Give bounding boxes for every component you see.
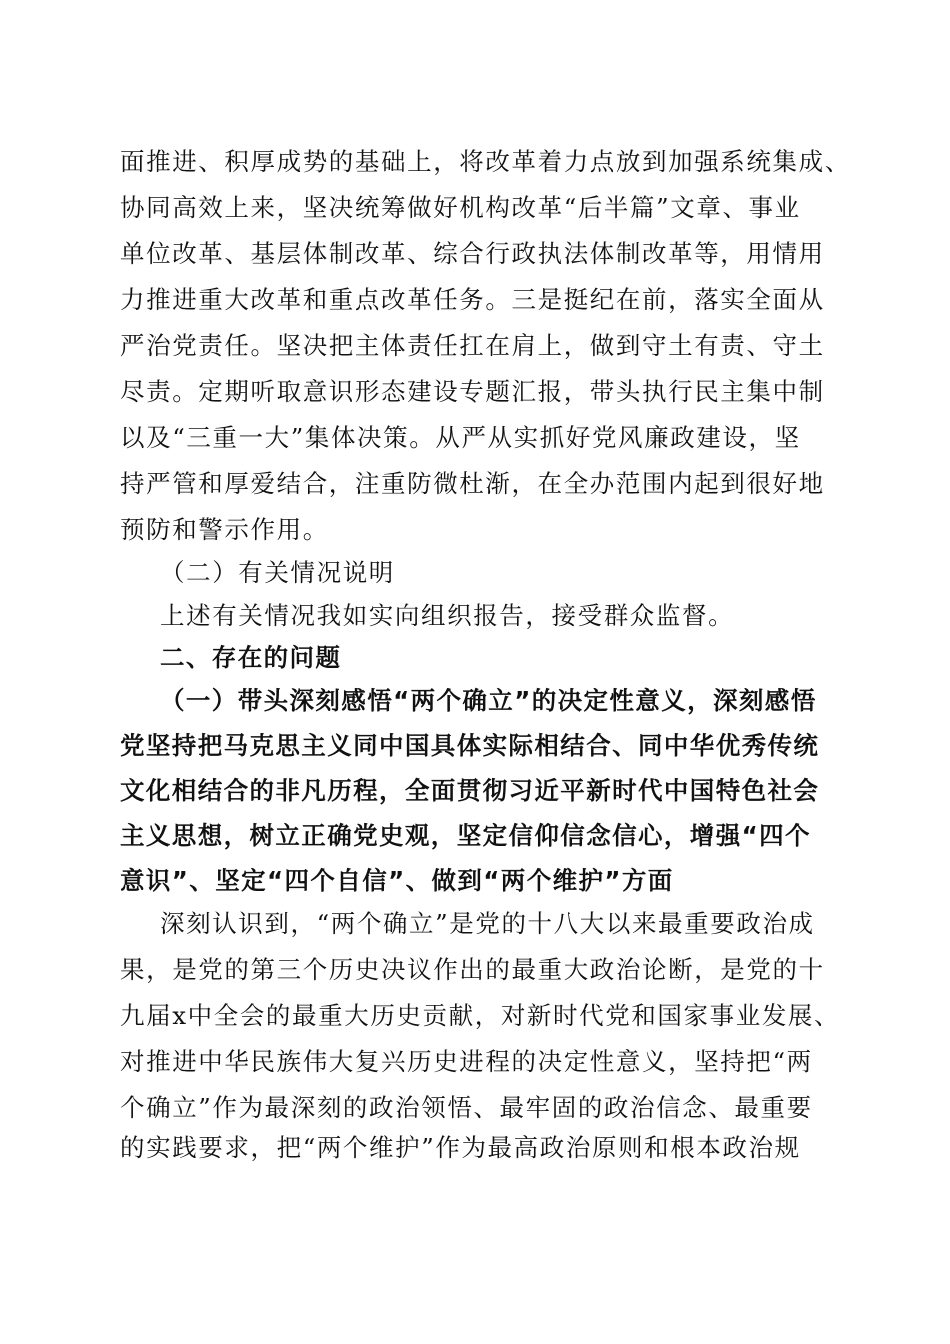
bold-paragraph-line: 主义思想，树立正确党史观，坚定信仰信念信心，增强“四个 [120,821,811,850]
body-text-line: 对推进中华民族伟大复兴历史进程的决定性意义，坚持把“两 [120,1047,813,1076]
body-text-line: 单位改革、基层体制改革、综合行政执法体制改革等，用情用 [120,239,825,268]
body-text-line: 协同高效上来，坚决统筹做好机构改革“后半篇”文章、事业 [120,193,801,222]
body-text-line: 以及“三重一大”集体决策。从严从实抓好党风廉政建设，坚 [120,423,801,452]
bold-paragraph-line: 文化相结合的非凡历程，全面贯彻习近平新时代中国特色社会 [120,776,820,805]
body-text-line: 深刻认识到，“两个确立”是党的十八大以来最重要政治成 [160,909,815,938]
body-text-line: 九届x中全会的最重大历史贡献，对新时代党和国家事业发展、 [120,1001,841,1030]
section-heading: 二、存在的问题 [160,643,342,672]
body-text-line: 持严管和厚爱结合，注重防微杜渐，在全办范围内起到很好地 [120,469,825,498]
bold-paragraph-line: 党坚持把马克思主义同中国具体实际相结合、同中华优秀传统 [120,731,820,760]
body-text-line: 上述有关情况我如实向组织报告，接受群众监督。 [160,601,735,630]
body-text-line: 的实践要求，把“两个维护”作为最高政治原则和根本政治规 [120,1133,801,1162]
body-text-line: 果，是党的第三个历史决议作出的最重大政治论断，是党的十 [120,955,825,984]
bold-paragraph-line: （一）带头深刻感悟“两个确立”的决定性意义，深刻感悟 [160,686,817,715]
subsection-heading: （二）有关情况说明 [160,558,395,587]
body-text-line: 预防和警示作用。 [120,515,329,544]
body-text-line: 面推进、积厚成势的基础上，将改革着力点放到加强系统集成、 [120,147,851,176]
body-text-line: 力推进重大改革和重点改革任务。三是挺纪在前，落实全面从 [120,285,825,314]
body-text-line: 严治党责任。坚决把主体责任扛在肩上，做到守土有责、守土 [120,331,825,360]
body-text-line: 尽责。定期听取意识形态建设专题汇报，带头执行民主集中制 [120,377,825,406]
bold-paragraph-line: 意识”、坚定“四个自信”、做到“两个维护”方面 [120,866,674,895]
body-text-line: 个确立”作为最深刻的政治领悟、最牢固的政治信念、最重要 [120,1093,813,1122]
